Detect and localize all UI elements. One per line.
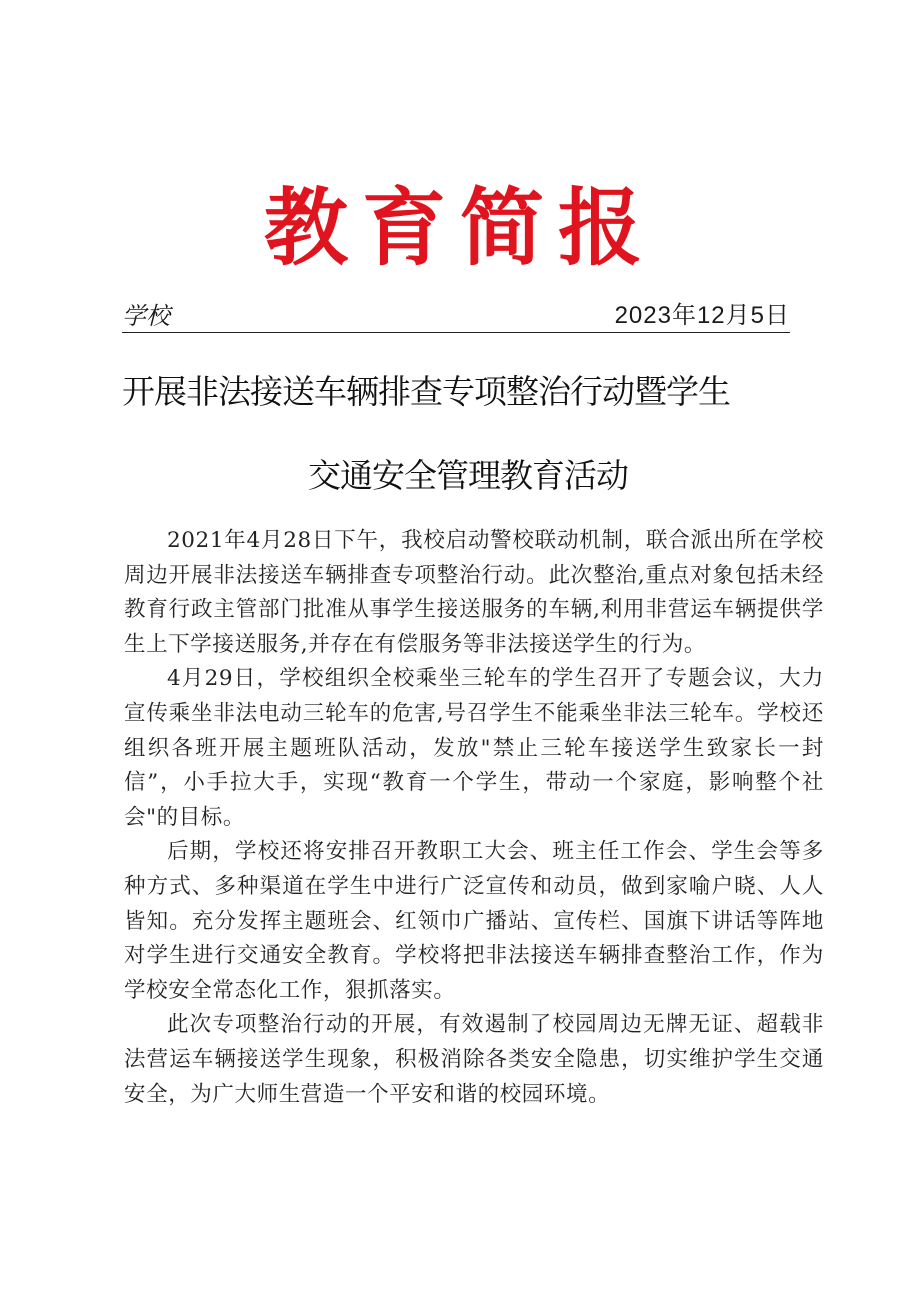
paragraph-2: 4月29日，学校组织全校乘坐三轮车的学生召开了专题会议，大力宣传乘坐非法电动三轮车的危害,号召学生不能乘坐非法三轮车。学校还组织各班开展主题班队活动，发放"禁止三轮车接送学生致家长一封信”，小手拉大手，实现“教育一个学生，带动一个家庭，影响整个社会"的目标。 <box>124 666 824 830</box>
paragraph-3: 后期，学校还将安排召开教职工大会、班主任工作会、学生会等多种方式、多种渠道在学生中进行广泛宣传和动员，做到家喻户晓、人人皆知。充分发挥主题班会、红领巾广播站、宣传栏、国旗下讲话等阵地对学生进行交通安全教育。学校将把非法接送车辆排查整治工作，作为学校安全常态化工作，狠抓落实。 <box>124 839 824 1003</box>
issue-date: 2023年12月5日 <box>614 302 790 329</box>
article-body <box>124 524 824 1112</box>
newsletter-masthead-title: 教育简报 <box>263 178 656 277</box>
school-label: 学校 <box>122 302 170 330</box>
issue-info-line <box>122 300 790 333</box>
article-headline-line-2: 交通安全管理教育活动 <box>308 456 628 495</box>
article-headline-line-1: 开展非法接送车辆排查专项整治行动暨学生 <box>122 372 730 411</box>
paragraph-1: 2021年4月28日下午，我校启动警校联动机制，联合派出所在学校周边开展非法接送车辆排查专项整治行动。此次整治,重点对象包括未经教育行政主管部门批准从事学生接送服务的车辆,利用非营运车辆提供学生上下学接送服务,并存在有偿服务等非法接送学生的行为。 <box>124 528 824 657</box>
paragraph-4: 此次专项整治行动的开展，有效遏制了校园周边无牌无证、超载非法营运车辆接送学生现象，积极消除各类安全隐患，切实维护学生交通安全，为广大师生营造一个平安和谐的校园环境。 <box>124 1012 824 1107</box>
